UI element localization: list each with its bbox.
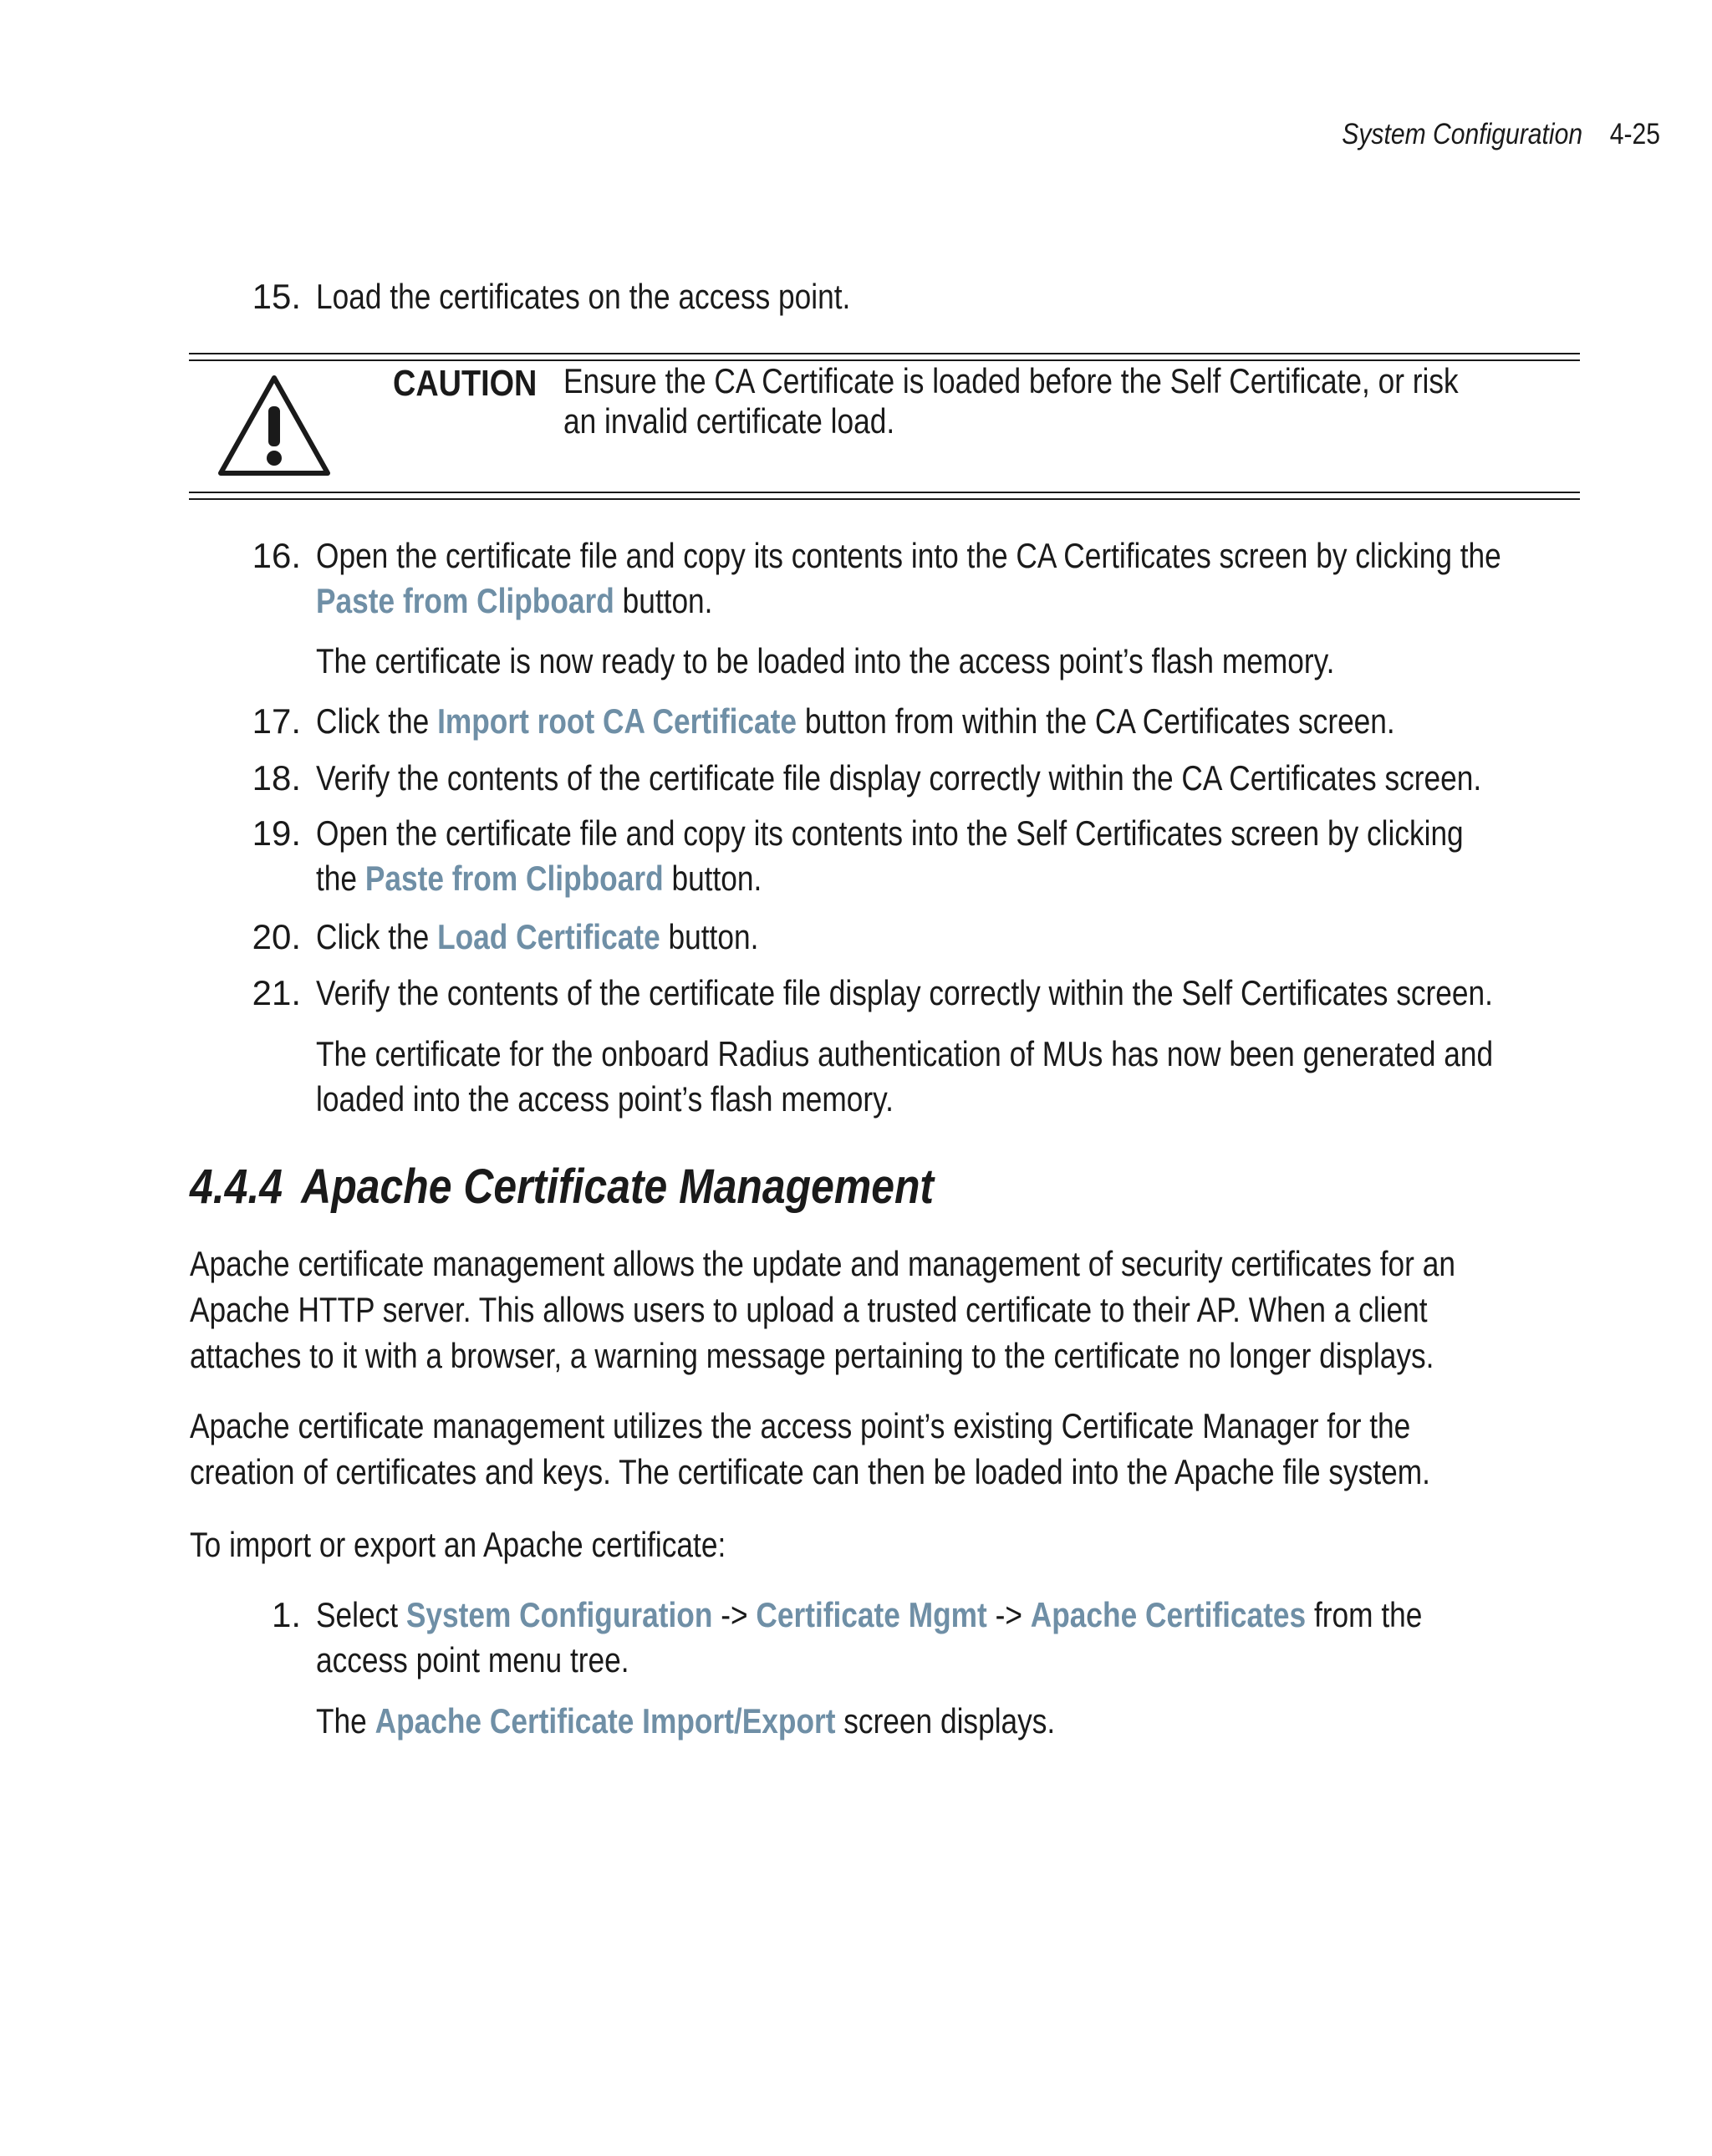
paragraph-2: [190, 1403, 1667, 1495]
step-text-suffix: button.: [660, 917, 759, 956]
step-text-line-1: Open the certificate file and copy its contents into the Self Certificates screen by clicking: [316, 813, 1464, 853]
step-text-prefix: the: [316, 859, 365, 898]
step-text: Verify the contents of the certificate file display correctly within the CA Certificates screen.: [316, 758, 1482, 798]
caution-bottom-rule-1: [189, 492, 1580, 493]
step-16-note: [316, 639, 1529, 684]
note-prefix: The: [316, 1701, 375, 1741]
paragraph-line: To import or export an Apache certificate:: [190, 1525, 726, 1564]
ui-ref-load-certificate: Load Certificate: [437, 917, 660, 956]
caution-bottom-rule-2: [189, 498, 1580, 500]
ui-ref-apache-certificate-import-export: Apache Certificate Import/Export: [374, 1701, 836, 1741]
step-text-line-2: [316, 856, 1464, 901]
ui-ref-certificate-mgmt: Certificate Mgmt: [756, 1595, 987, 1634]
step-text-line-1: [316, 1593, 1422, 1638]
note-line-2: loaded into the access point’s flash memory.: [316, 1079, 894, 1119]
ui-ref-apache-certificates: Apache Certificates: [1030, 1595, 1307, 1634]
step-text-suffix: button.: [663, 859, 762, 898]
step-number: 15.: [252, 277, 301, 316]
paragraph-line: attaches to it with a browser, a warning message pertaining to the certificate no longer displays.: [190, 1336, 1434, 1375]
section-number: 4.4.4: [190, 1160, 283, 1214]
paragraph-line: Apache HTTP server. This allows users to upload a trusted certificate to their AP. When a client: [190, 1290, 1428, 1329]
step-text-suffix: button from within the CA Certificates screen.: [797, 701, 1395, 741]
step-text-line-2: [316, 579, 1501, 624]
paragraph-3: [190, 1521, 828, 1567]
ui-ref-paste-from-clipboard: Paste from Clipboard: [316, 581, 614, 620]
paragraph-line: Apache certificate management allows the update and management of security certificates for an: [190, 1244, 1455, 1283]
step-text-prefix: Click the: [316, 701, 438, 741]
caution-text: [563, 361, 1629, 441]
step-text: [316, 699, 1395, 744]
section-title: Apache Certificate Management: [301, 1160, 935, 1214]
menu-separator: ->: [712, 1595, 757, 1634]
note-line-1: The certificate for the onboard Radius authentication of MUs has now been generated and: [316, 1034, 1494, 1073]
header-section-title: System Configuration: [1342, 118, 1583, 150]
step-text-line-2: access point menu tree.: [316, 1640, 629, 1679]
step-number: 16.: [252, 536, 301, 575]
note-text: [316, 1699, 1055, 1744]
note-suffix: screen displays.: [835, 1701, 1056, 1741]
step-text-suffix: from the: [1306, 1595, 1423, 1634]
step-text-prefix: Click the: [316, 917, 438, 956]
step-number: 19.: [252, 813, 301, 853]
header-page-number: 4-25: [1609, 118, 1660, 150]
step-text-line-1: Open the certificate file and copy its contents into the CA Certificates screen by clicking the: [316, 536, 1501, 575]
ui-ref-import-root-ca-certificate: Import root CA Certificate: [437, 701, 797, 741]
step-number: 18.: [252, 758, 301, 798]
caution-label: CAUTION: [393, 363, 538, 404]
step-number: 17.: [252, 701, 301, 741]
step-number: 20.: [252, 917, 301, 956]
note-text: The certificate is now ready to be loaded into the access point’s flash memory.: [316, 641, 1335, 680]
caution-top-rule-1: [189, 353, 1580, 354]
step-number: 1.: [271, 1595, 301, 1634]
step-text: Verify the contents of the certificate file display correctly within the Self Certificates screen.: [316, 973, 1493, 1012]
step-text: [316, 915, 758, 960]
ui-ref-paste-from-clipboard: Paste from Clipboard: [364, 859, 664, 898]
ui-ref-system-configuration: System Configuration: [405, 1595, 713, 1634]
apache-step-1-note: [316, 1699, 1196, 1744]
running-header: [1013, 115, 1660, 154]
paragraph-line: Apache certificate management utilizes the access point’s existing Certificate Manager for the: [190, 1406, 1411, 1445]
paragraph-line: creation of certificates and keys. The certificate can then be loaded into the Apache file system.: [190, 1452, 1430, 1491]
menu-separator: ->: [986, 1595, 1031, 1634]
step-text-suffix: button.: [614, 581, 713, 620]
paragraph-1: [190, 1241, 1696, 1379]
warning-triangle-icon: [216, 373, 333, 478]
caution-line-2: an invalid certificate load.: [563, 401, 895, 441]
step-text: Load the certificates on the access point.: [316, 277, 851, 316]
section-heading: [190, 1158, 934, 1216]
step-number: 21.: [252, 973, 301, 1012]
step-21-note: [316, 1032, 1712, 1122]
caution-line-1: Ensure the CA Certificate is loaded before the Self Certificate, or risk: [563, 361, 1459, 400]
step-text-prefix: Select: [316, 1595, 406, 1634]
